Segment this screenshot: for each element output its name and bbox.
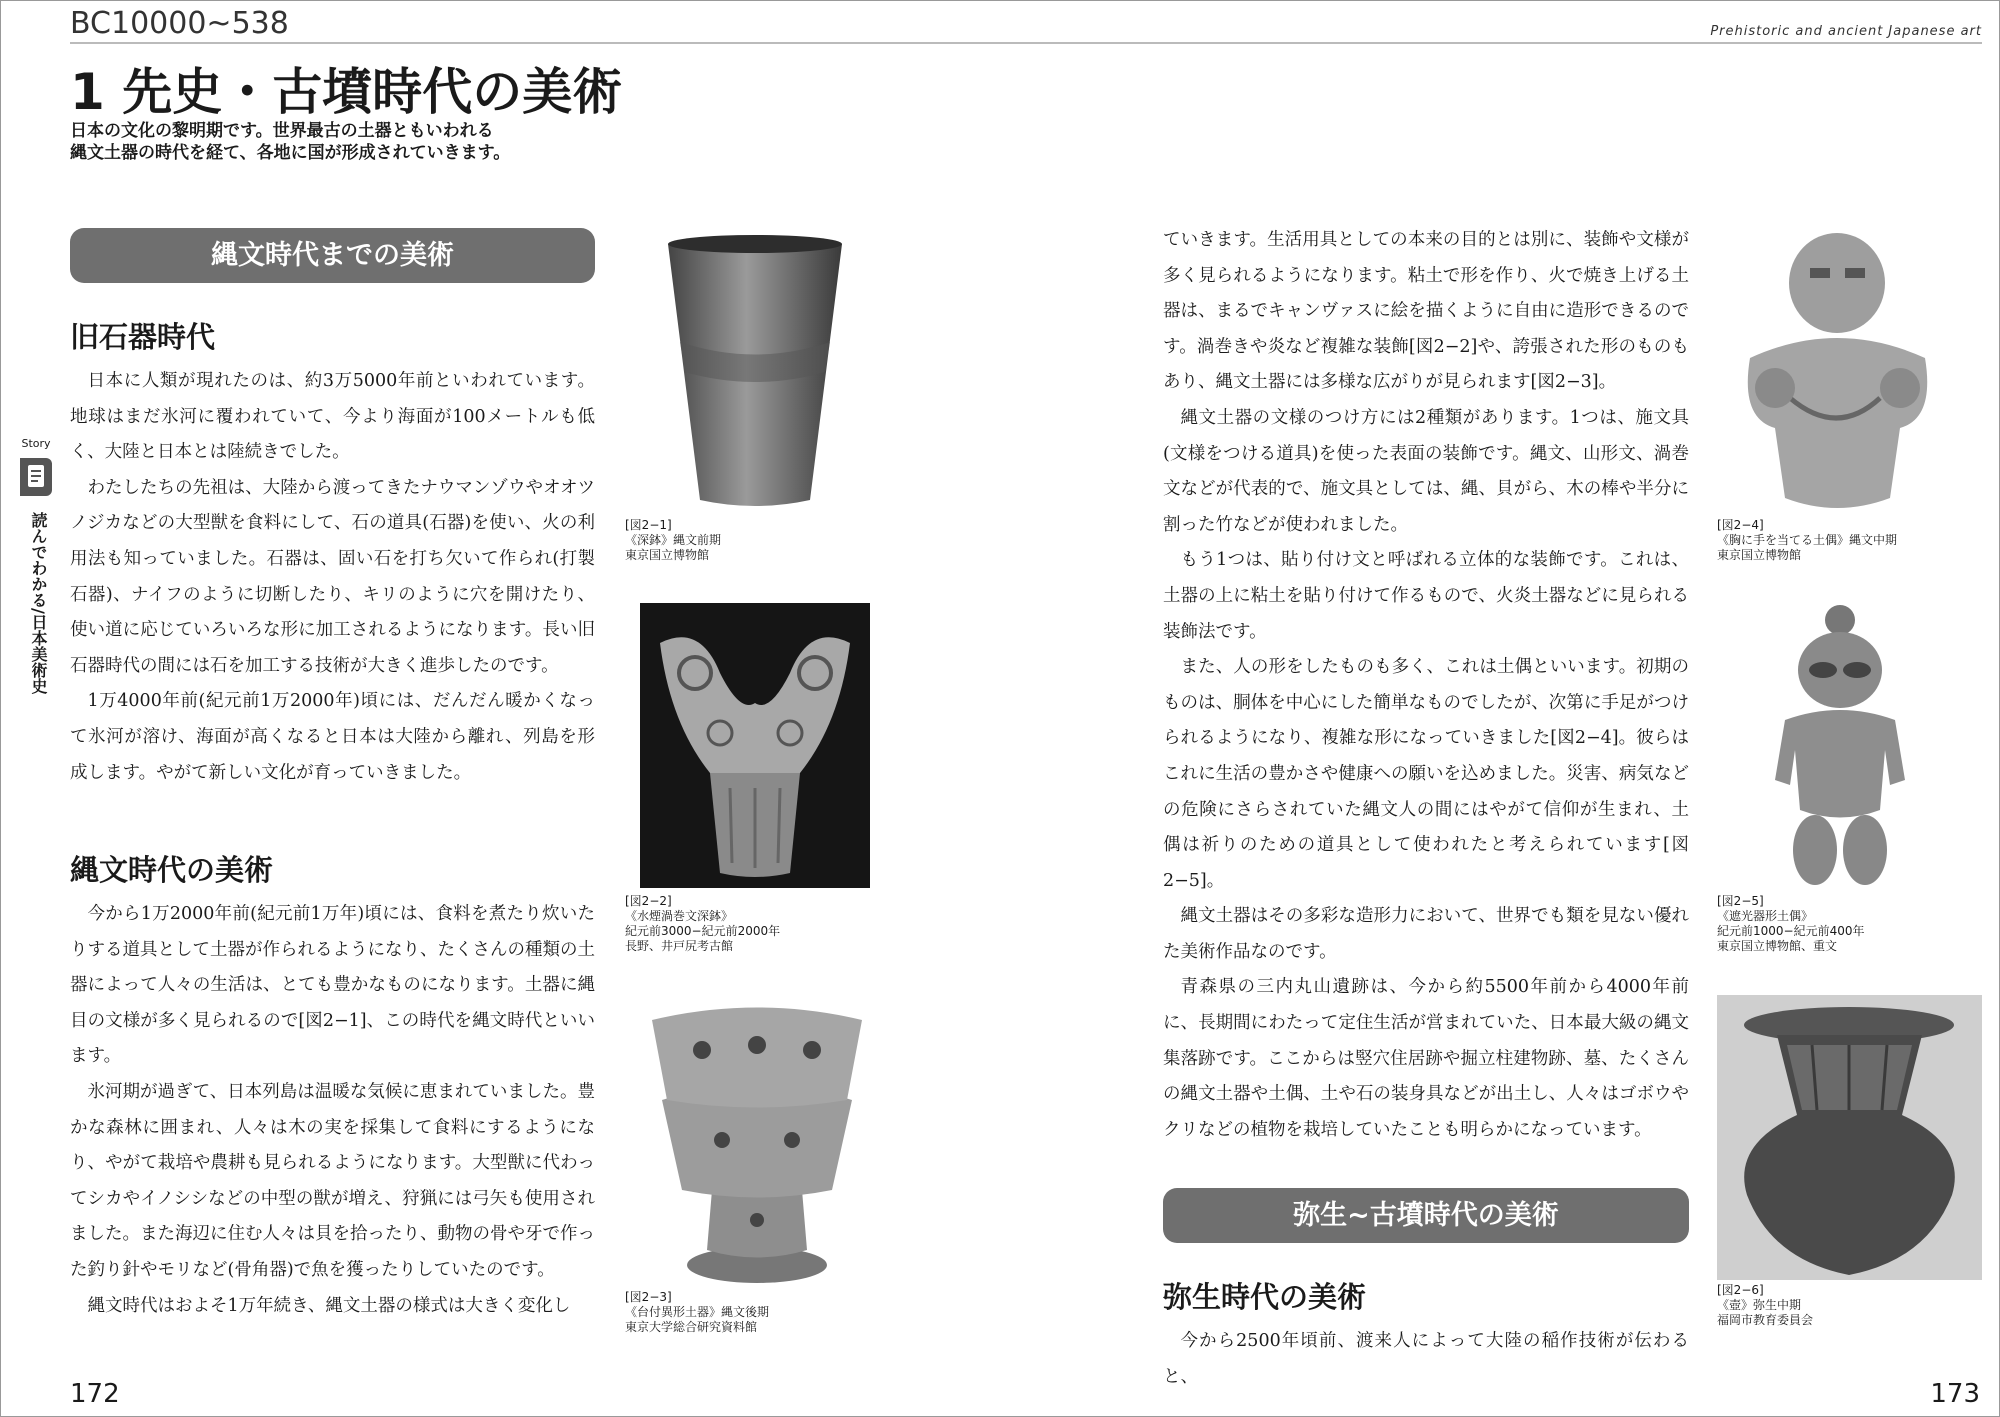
figure-number: [図2−2] — [625, 894, 672, 908]
figure-2-6-caption — [1717, 1283, 1813, 1328]
paragraph: 1万4000年前(紀元前1万2000年)頃には、だんだん暖かくなって氷河が溶け、海面が高くなると日本は大陸から離れ、列島を形成します。やがて新しい文化が育っていきました。 — [70, 691, 595, 783]
paragraph: 縄文土器の文様のつけ方には2種類があります。1つは、施文具(文様をつける道具)を使った表面の装飾です。縄文、山形文、渦巻文などが代表的で、施文具としては、縄、貝がら、木の棒や半分に割った竹などが使われました。 — [1163, 407, 1689, 535]
page-number-right: 173 — [1930, 1379, 1980, 1409]
figure-number: [図2−3] — [625, 1290, 672, 1304]
figure-title: 《遮光器形土偶》 — [1717, 909, 1814, 923]
paragraph: ていきます。生活用具としての本来の目的とは別に、装飾や文様が多く見られるようになります。粘土で形を作り、火で焼き上げる土器は、まるでキャンヴァスに絵を描くように自由に造形できるのです。渦巻きや炎など複雑な装飾[図2−2]や、誇張された形のものもあり、縄文土器には多様な広がりが見られます[図2−3]。 — [1163, 230, 1689, 393]
figure-number: [図2−1] — [625, 518, 672, 532]
paragraph: わたしたちの先祖は、大陸から渡ってきたナウマンゾウやオオツノジカなどの大型獣を食料にして、石の道具(石器)を使い、火の利用法も知っていました。石器は、固い石を打ち欠いて作られ(打製石器)、ナイフのように切断したり、キリのように穴を開けたり、使い道に応じていろいろな形に加工されるようになります。長い旧石器時代の間には石を加工する技術が大きく進歩したのです。 — [70, 477, 595, 676]
document-icon — [20, 458, 52, 496]
paleolithic-text — [70, 364, 595, 791]
figure-2-4-caption — [1717, 518, 1897, 563]
figure-number: [図2−6] — [1717, 1283, 1764, 1297]
heading-paleolithic: 旧石器時代 — [70, 320, 216, 354]
figure-2-2-image — [640, 603, 870, 888]
figure-2-3-caption — [625, 1290, 769, 1335]
heading-jomon-art: 縄文時代の美術 — [70, 853, 274, 887]
paragraph: 氷河期が過ぎて、日本列島は温暖な気候に恵まれていました。豊かな森林に囲まれ、人々は木の実を採集して食料にするようになり、やがて栽培や農耕も見られるようになります。大型獣に代わってシカやイノシシなどの中型の獣が増え、狩猟には弓矢も使用されました。また海辺に住む人々は貝を拾ったり、動物の骨や牙で作った釣り針やモリなど(骨角器)で魚を獲ったりしていたのです。 — [70, 1081, 595, 1280]
figure-date: 紀元前1000−紀元前400年 — [1717, 924, 1865, 938]
figure-title: 《台付異形土器》縄文後期 — [625, 1305, 770, 1319]
paragraph: 縄文時代はおよそ1万年続き、縄文土器の様式は大きく変化し — [87, 1295, 571, 1316]
heading-yayoi: 弥生時代の美術 — [1163, 1280, 1367, 1314]
figure-title: 《胸に手を当てる土偶》縄文中期 — [1717, 533, 1898, 547]
figure-2-1-caption — [625, 518, 721, 563]
chapter-title: 1 先史・古墳時代の美術 — [70, 63, 623, 121]
header-rule — [70, 42, 1982, 44]
figure-owner: 長野、井戸尻考古館 — [625, 939, 734, 953]
paragraph: 青森県の三内丸山遺跡は、今から約5500年前から4000年前に、長期間にわたって定住生活が営まれていた、日本最大級の縄文集落跡です。ここからは竪穴住居跡や掘立柱建物跡、墓、たくさんの縄文土器や土偶、土や石の装身具などが出土し、人々はゴボウやクリなどの植物を栽培していたことも明らかになっています。 — [1163, 977, 1689, 1140]
figure-number: [図2−4] — [1717, 518, 1764, 532]
paragraph: 縄文土器はその多彩な造形力において、世界でも類を見ない優れた美術作品なのです。 — [1163, 906, 1689, 962]
side-vertical-title: 読んでわかる/日本美術史 — [29, 512, 48, 694]
figure-title: 《壺》弥生中期 — [1717, 1298, 1802, 1312]
figure-number: [図2−5] — [1717, 894, 1764, 908]
figure-2-5-caption — [1717, 894, 1865, 954]
section-heading-yayoi: 弥生~古墳時代の美術 — [1163, 1188, 1689, 1243]
lead-line-1: 日本の文化の黎明期です。世界最古の土器ともいわれる — [70, 121, 494, 141]
side-story-label: Story — [21, 437, 51, 450]
figure-title: 《水煙渦巻文深鉢》 — [625, 909, 734, 923]
figure-2-2-caption — [625, 894, 780, 954]
paragraph: 今から2500年頃前、渡来人によって大陸の稲作技術が伝わると、 — [1163, 1331, 1689, 1387]
section-heading-jomon: 縄文時代までの美術 — [70, 228, 595, 283]
figure-owner: 東京国立博物館 — [625, 548, 710, 562]
figure-owner: 東京大学総合研究資料館 — [625, 1320, 758, 1334]
figure-owner: 東京国立博物館 — [1717, 548, 1802, 562]
running-head: BC10000~538 — [70, 6, 289, 41]
yayoi-text — [1163, 1324, 1689, 1395]
figure-2-3-image — [632, 990, 882, 1290]
figure-2-1-image — [660, 232, 850, 512]
paragraph: また、人の形をしたものも多く、これは土偶といいます。初期のものは、胴体を中心にした簡単なものでしたが、次第に手足がつけられるようになり、複雑な形になっていきました[図2−4]。彼らはこれに生活の豊かさや健康への願いを込めました。災害、病気などの危険にさらされていた縄文人の間にはやがて信仰が生まれ、土偶は祈りのための道具として使われたと考えられています[図2−5]。 — [1163, 657, 1689, 891]
jomon-text — [70, 897, 595, 1324]
page-number-left: 172 — [70, 1379, 120, 1409]
running-head-english: Prehistoric and ancient Japanese art — [1710, 24, 1982, 39]
paragraph: 日本に人類が現れたのは、約3万5000年前といわれています。地球はまだ氷河に覆われていて、今より海面が100メートルも低く、大陸と日本とは陸続きでした。 — [70, 371, 595, 463]
figure-title: 《深鉢》縄文前期 — [625, 533, 722, 547]
figure-2-5-image — [1755, 600, 1925, 890]
figure-owner: 福岡市教育委員会 — [1717, 1313, 1814, 1327]
lead-line-2: 縄文土器の時代を経て、各地に国が形成されていきます。 — [70, 143, 511, 163]
figure-date: 紀元前3000−紀元前2000年 — [625, 924, 781, 938]
chapter-lead — [70, 120, 510, 164]
paragraph: 今から1万2000年前(紀元前1万年)頃には、食料を煮たり炊いたりする道具として土器が作られるようになり、たくさんの種類の土器によって人々の生活は、とても豊かなものになります。土器に縄目の文様が多く見られるので[図2−1]、この時代を縄文時代といいます。 — [70, 904, 595, 1067]
figure-2-6-image — [1717, 995, 1982, 1280]
figure-2-4-image — [1730, 228, 1945, 518]
figure-owner: 東京国立博物館、重文 — [1717, 939, 1838, 953]
paragraph: もう1つは、貼り付け文と呼ばれる立体的な装飾です。これは、土器の上に粘土を貼り付けて作るもので、火炎土器などに見られる装飾法です。 — [1163, 550, 1689, 642]
right-text — [1163, 223, 1689, 1148]
